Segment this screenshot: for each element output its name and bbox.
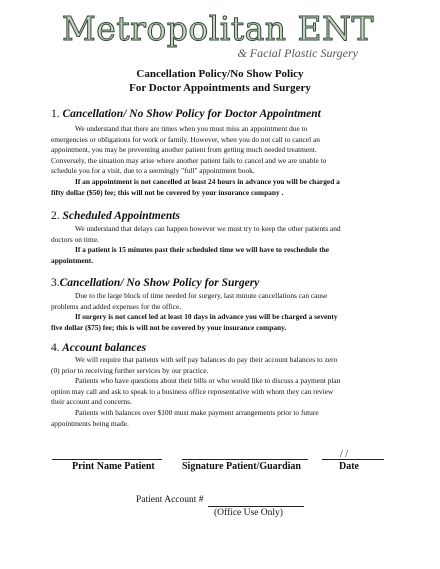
body-line: Conversely, the situation may arise where another patient fails to cancel and we are unable to bbox=[51, 155, 327, 165]
body-line: doctors on time. bbox=[51, 234, 99, 244]
body-line: appointments being made. bbox=[51, 418, 129, 428]
section-2-body bbox=[51, 224, 391, 266]
policy-line: appointment. bbox=[51, 255, 94, 265]
body-line: Due to the large block of time needed for surgery, last minute cancellations can cause bbox=[75, 291, 328, 300]
section-number: 2. bbox=[51, 210, 60, 222]
section-title: Cancellation/ No Show Policy for Surgery bbox=[59, 277, 260, 289]
page-subtitle: For Doctor Appointments and Surgery bbox=[129, 82, 311, 94]
section-number: 4. bbox=[51, 342, 60, 354]
body-line: We will require that patients with self pay balances do pay their account balances to zero bbox=[75, 355, 338, 364]
body-line: schedule you for a visit, due to a seemingly "full" appointment book. bbox=[51, 166, 255, 176]
section-4-heading bbox=[51, 341, 146, 355]
date-label: Date bbox=[339, 461, 359, 472]
section-title: Account balances bbox=[62, 342, 147, 354]
body-line: their account and concerns. bbox=[51, 397, 132, 407]
section-1-heading bbox=[51, 107, 321, 121]
section-4-body bbox=[51, 355, 391, 429]
patient-account-field[interactable] bbox=[208, 506, 304, 507]
body-line: appointment, you may be preventing another patient from getting much needed treatment. bbox=[51, 145, 317, 155]
policy-line: If an appointment is not cancelled at least 24 hours in advance you will be charged a bbox=[75, 176, 340, 186]
section-title: Cancellation/ No Show Policy for Doctor Appointment bbox=[62, 108, 321, 120]
date-separators: / / bbox=[340, 449, 349, 460]
body-line: emergencies or obligations for work or family. However, when you do not call to cancel an bbox=[51, 134, 320, 144]
body-line: option may call and ask to speak to a business office representative with whom they can review bbox=[51, 386, 334, 396]
section-2-heading bbox=[51, 209, 180, 223]
patient-account-label: Patient Account # bbox=[136, 495, 204, 505]
page-title: Cancellation Policy/No Show Policy bbox=[136, 68, 304, 80]
body-line: (0) prior to receiving further services by our practice. bbox=[51, 365, 209, 375]
date-line[interactable] bbox=[322, 459, 384, 460]
section-1-body bbox=[51, 124, 391, 198]
section-3-heading bbox=[51, 276, 259, 290]
policy-line: If a patient is 15 minutes past their scheduled time we will have to reschedule the bbox=[75, 245, 330, 255]
logo-tagline: & Facial Plastic Surgery bbox=[237, 46, 358, 60]
body-line: We understand that there are times when you must miss an appointment due to bbox=[75, 124, 308, 133]
logo-name: Metropolitan ENT bbox=[62, 9, 374, 48]
office-use-label: (Office Use Only) bbox=[214, 508, 283, 518]
section-number: 3. bbox=[51, 277, 60, 289]
section-title: Scheduled Appointments bbox=[62, 210, 180, 222]
policy-line: If surgery is not cancel led at least 10 days in advance you will be charged a seventy bbox=[75, 312, 338, 322]
section-3-body bbox=[51, 291, 391, 333]
signature-label: Signature Patient/Guardian bbox=[182, 461, 301, 472]
body-line: We understand that delays can happen however we must try to keep the other patients and bbox=[75, 224, 341, 233]
patient-signature-line[interactable] bbox=[182, 459, 308, 460]
policy-line: five dollar ($75) fee; this is will not be covered by your insurance company. bbox=[51, 322, 287, 332]
logo bbox=[62, 9, 374, 64]
body-line: Patients with balances over $100 must make payment arrangements prior to future bbox=[75, 407, 319, 417]
body-line: problems and added expenses for the office. bbox=[51, 301, 182, 311]
name-signature-line[interactable] bbox=[52, 459, 162, 460]
section-number: 1. bbox=[51, 108, 60, 120]
policy-line: fifty dollar ($50) fee; this will not be covered by your insurance company . bbox=[51, 187, 284, 197]
print-name-label: Print Name Patient bbox=[72, 461, 155, 472]
body-line: Patients who have questions about their bills or who would like to discuss a payment plan bbox=[75, 376, 341, 386]
